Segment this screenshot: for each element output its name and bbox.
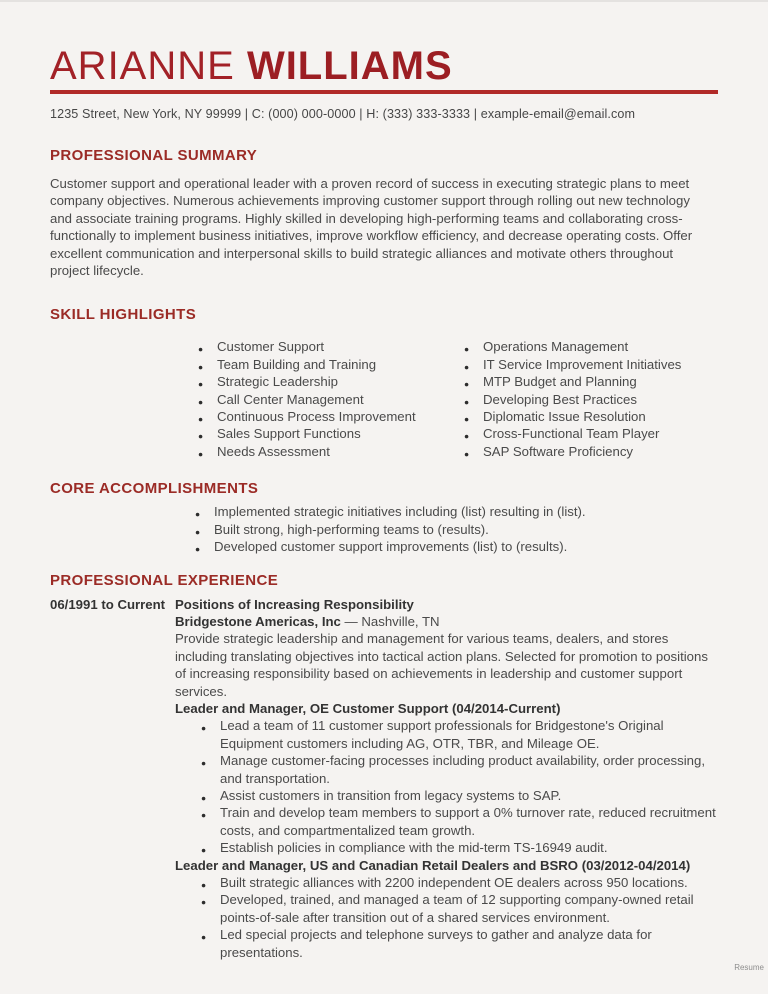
role-bullet: ● Assist customers in transition from legacy systems to SAP. — [200, 787, 718, 804]
role-bullet: ● Developed, trained, and managed a team of 12 supporting company-owned retail points-of-sale after transition out of a shared services environment. — [200, 891, 718, 926]
skills-column-left — [197, 338, 463, 460]
skills-columns — [197, 338, 718, 460]
skill-item: ● Strategic Leadership — [197, 373, 463, 390]
resume-watermark: Resume — [734, 963, 764, 972]
experience-date-range: 06/1991 to Current — [50, 596, 166, 612]
skills-heading: SKILL HIGHLIGHTS — [50, 306, 197, 324]
accomplishment-item: ● Built strong, high-performing teams to (results). — [194, 521, 718, 538]
role-bullet: ● Lead a team of 11 customer support professionals for Bridgestone's Original Equipment customers including AG, OTR, TBR, and Mileage OE. — [200, 717, 718, 752]
company-name: Bridgestone Americas, Inc — [175, 613, 341, 629]
skill-item: ● Continuous Process Improvement — [197, 408, 463, 425]
role-bullet: ● Train and develop team members to support a 0% turnover rate, reduced recruitment costs, and compartmentalized team growth. — [200, 804, 718, 839]
role-bullet-list — [175, 717, 718, 856]
resume-header — [50, 46, 718, 121]
role-title: Leader and Manager, US and Canadian Retail Dealers and BSRO (03/2012-04/2014) — [175, 857, 691, 873]
role-bullet: ● Led special projects and telephone surveys to gather and analyze data for presentations. — [200, 926, 718, 961]
experience-title: Positions of Increasing Responsibility — [175, 596, 414, 612]
section-professional-summary — [50, 147, 718, 279]
skill-item: ● Developing Best Practices — [463, 391, 681, 408]
skill-item: ● SAP Software Proficiency — [463, 443, 681, 460]
company-location: — Nashville, TN — [344, 613, 440, 629]
role-bullet-list — [175, 874, 718, 961]
role-bullet: ● Establish policies in compliance with the mid-term TS-16949 audit. — [200, 839, 718, 856]
section-skill-highlights — [50, 306, 718, 460]
header-divider — [50, 90, 718, 94]
accomplishment-item: ● Implemented strategic initiatives including (list) resulting in (list). — [194, 503, 718, 520]
skill-item: ● Operations Management — [463, 338, 681, 355]
candidate-name — [50, 46, 718, 86]
section-professional-experience — [50, 572, 718, 962]
section-core-accomplishments — [50, 480, 718, 555]
experience-heading: PROFESSIONAL EXPERIENCE — [50, 571, 279, 589]
skill-item: ● IT Service Improvement Initiatives — [463, 356, 681, 373]
skill-item: ● Cross-Functional Team Player — [463, 425, 681, 442]
candidate-last-name: WILLIAMS — [246, 44, 453, 88]
experience-entry — [50, 596, 718, 962]
experience-details — [175, 596, 718, 962]
accomplishments-list — [194, 503, 718, 555]
skill-item: ● Diplomatic Issue Resolution — [463, 408, 681, 425]
contact-line: 1235 Street, New York, NY 99999 | C: (000) 000-0000 | H: (333) 333-3333 | example-email@email.com — [50, 107, 636, 121]
skill-item: ● Call Center Management — [197, 391, 463, 408]
summary-heading: PROFESSIONAL SUMMARY — [50, 147, 258, 164]
role-bullet: ● Manage customer-facing processes including product availability, order processing, and transportation. — [200, 752, 718, 787]
summary-text: Customer support and operational leader with a proven record of success in executing strategic plans to meet company objectives. Numerous achievements improving customer support through rolling out new technology and associate training programs. Highly skilled in developing high-performing teams and collaborating cross-functionally to implement business initiatives, improve workflow efficiency, and decrease operating costs. Offer excellent communication and interpersonal skills to build strategic alliances and motivate others throughout project lifecycle. — [50, 176, 693, 279]
experience-description: Provide strategic leadership and management for various teams, dealers, and stores including translating objectives into tactical action plans. Selected for promotion to positions of increasing responsibility based on achievements in leadership and customer support services. — [175, 631, 708, 699]
skill-item: ● Customer Support — [197, 338, 463, 355]
skill-item: ● MTP Budget and Planning — [463, 373, 681, 390]
skill-item: ● Sales Support Functions — [197, 425, 463, 442]
candidate-first-name: ARIANNE — [50, 44, 235, 88]
accomplishment-item: ● Developed customer support improvements (list) to (results). — [194, 538, 718, 555]
role-bullet: ● Built strategic alliances with 2200 independent OE dealers across 950 locations. — [200, 874, 718, 891]
skill-item: ● Team Building and Training — [197, 356, 463, 373]
company-line — [175, 613, 718, 630]
role-title: Leader and Manager, OE Customer Support (04/2014-Current) — [175, 700, 561, 716]
skills-column-right — [463, 338, 681, 460]
accomplishments-heading: CORE ACCOMPLISHMENTS — [50, 480, 259, 498]
skill-item: ● Needs Assessment — [197, 443, 463, 460]
